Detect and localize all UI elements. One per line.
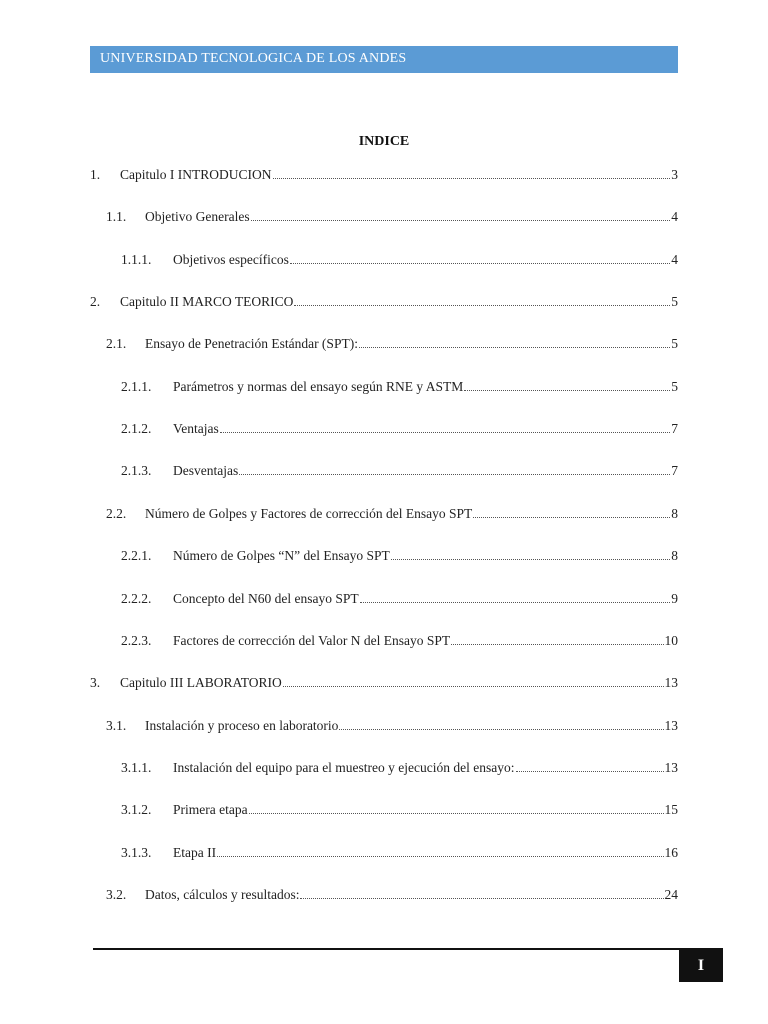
toc-entry-title: Desventajas [173, 463, 239, 479]
toc-entry-page: 13 [664, 717, 678, 733]
toc-dot-leader [464, 388, 670, 391]
toc-entry-page: 7 [671, 463, 678, 479]
toc-entry-number: 1. [90, 167, 101, 182]
toc-title: INDICE [358, 134, 410, 149]
toc-dot-leader [294, 303, 670, 306]
toc-entry-title: Factores de corrección del Valor N del Ensayo SPT [173, 632, 451, 648]
toc-entry[interactable] [106, 334, 678, 352]
toc-entry[interactable] [121, 800, 678, 818]
toc-entry[interactable] [106, 885, 678, 903]
toc-entry-number: 3. [90, 675, 101, 691]
toc-entry-title: Instalación del equipo para el muestreo y ejecución del ensayo: [173, 759, 515, 775]
toc-entry[interactable] [121, 419, 678, 437]
toc-entry[interactable] [121, 758, 678, 776]
toc-dot-leader [391, 557, 671, 560]
toc-dot-leader [359, 345, 670, 348]
toc-entry-page: 24 [664, 886, 678, 902]
toc-entry-number: 2.1.3. [121, 463, 152, 479]
page-number: I [697, 957, 705, 974]
toc-entry-number: 3.1. [106, 717, 127, 733]
toc-entry-page: 15 [664, 802, 678, 818]
toc-entry-page: 5 [671, 294, 678, 310]
toc-entry-page: 4 [671, 251, 678, 267]
toc-dot-leader [220, 430, 671, 433]
toc-dot-leader [249, 811, 664, 814]
toc-entry-number: 2.1.2. [121, 421, 152, 437]
toc-entry-title: Ventajas [173, 421, 219, 437]
toc-entry-page: 13 [664, 759, 678, 775]
toc-entry[interactable] [121, 250, 678, 268]
toc-entry-number: 2.1.1. [121, 378, 152, 394]
toc-entry-number: 2.2.1. [121, 548, 152, 564]
toc-entry-number: 1.1. [106, 209, 127, 225]
toc-entry[interactable] [121, 546, 678, 564]
toc-entry[interactable] [121, 377, 678, 395]
toc-entry[interactable] [121, 589, 678, 607]
toc-entry[interactable] [106, 504, 678, 522]
toc-entry-title: Primera etapa [173, 802, 248, 818]
toc-dot-leader [516, 769, 664, 772]
toc-entry[interactable] [90, 292, 678, 310]
toc-entry[interactable] [90, 165, 678, 183]
toc-entry[interactable] [121, 461, 678, 479]
toc-entry[interactable] [106, 207, 678, 225]
toc-entry-title: Objetivos específicos [173, 251, 289, 267]
toc-entry-title: Concepto del N60 del ensayo SPT [173, 590, 359, 606]
toc-dot-leader [273, 176, 671, 179]
toc-entry-page: 3 [671, 167, 678, 182]
toc-entry-page: 7 [671, 421, 678, 437]
toc-entry-number: 2.1. [106, 336, 127, 352]
toc-dot-leader [283, 684, 664, 687]
toc-entry[interactable] [90, 673, 678, 691]
toc-entry-title: Capitulo II MARCO TEORICO [120, 294, 294, 310]
toc-entry-page: 5 [671, 378, 678, 394]
toc-entry-page: 16 [664, 844, 678, 860]
toc-dot-leader [473, 515, 670, 518]
toc-entry-page: 13 [664, 675, 678, 691]
page-number-badge [679, 950, 723, 982]
toc-entry[interactable] [121, 843, 678, 861]
toc-entry[interactable] [106, 716, 678, 734]
toc-dot-leader [217, 854, 663, 857]
toc-entry-page: 5 [671, 336, 678, 352]
footer-divider [93, 948, 723, 950]
toc-entry-number: 2.2. [106, 505, 127, 521]
toc-entry-number: 3.1.2. [121, 802, 152, 818]
toc-entry-page: 8 [671, 505, 678, 521]
toc-entry-title: Datos, cálculos y resultados: [145, 886, 300, 902]
toc-entry-number: 1.1.1. [121, 251, 152, 267]
toc-entry-title: Objetivo Generales [145, 209, 250, 225]
toc-dot-leader [300, 896, 663, 899]
toc-entry-title: Capitulo III LABORATORIO [120, 675, 282, 691]
toc-entry-title: Capitulo I INTRODUCION [120, 167, 272, 182]
toc-entry-number: 3.1.3. [121, 844, 152, 860]
toc-entry-number: 2.2.2. [121, 590, 152, 606]
toc-entry-number: 2.2.3. [121, 632, 152, 648]
toc-dot-leader [339, 727, 663, 730]
toc-dot-leader [360, 600, 671, 603]
toc-entry-page: 8 [671, 548, 678, 564]
toc-entry-page: 4 [671, 209, 678, 225]
header-title: UNIVERSIDAD TECNOLOGICA DE LOS ANDES [100, 51, 407, 66]
toc-dot-leader [251, 218, 671, 221]
toc-entry-title: Parámetros y normas del ensayo según RNE y ASTM [173, 378, 464, 394]
toc-dot-leader [451, 642, 663, 645]
toc-dot-leader [290, 261, 670, 264]
toc-entry-number: 2. [90, 294, 101, 310]
toc-entry-number: 3.1.1. [121, 759, 152, 775]
toc-entry-title: Número de Golpes y Factores de corrección del Ensayo SPT [145, 505, 473, 521]
toc-entry-page: 10 [664, 632, 678, 648]
toc-entry-page: 9 [671, 590, 678, 606]
toc-entry-title: Instalación y proceso en laboratorio [145, 717, 339, 733]
toc-entry-title: Etapa II [173, 844, 217, 860]
toc-entry-number: 3.2. [106, 886, 127, 902]
toc-entry[interactable] [121, 631, 678, 649]
toc-entry-title: Ensayo de Penetración Estándar (SPT): [145, 336, 358, 352]
toc-entry-title: Número de Golpes “N” del Ensayo SPT [173, 548, 390, 564]
toc-dot-leader [239, 472, 670, 475]
